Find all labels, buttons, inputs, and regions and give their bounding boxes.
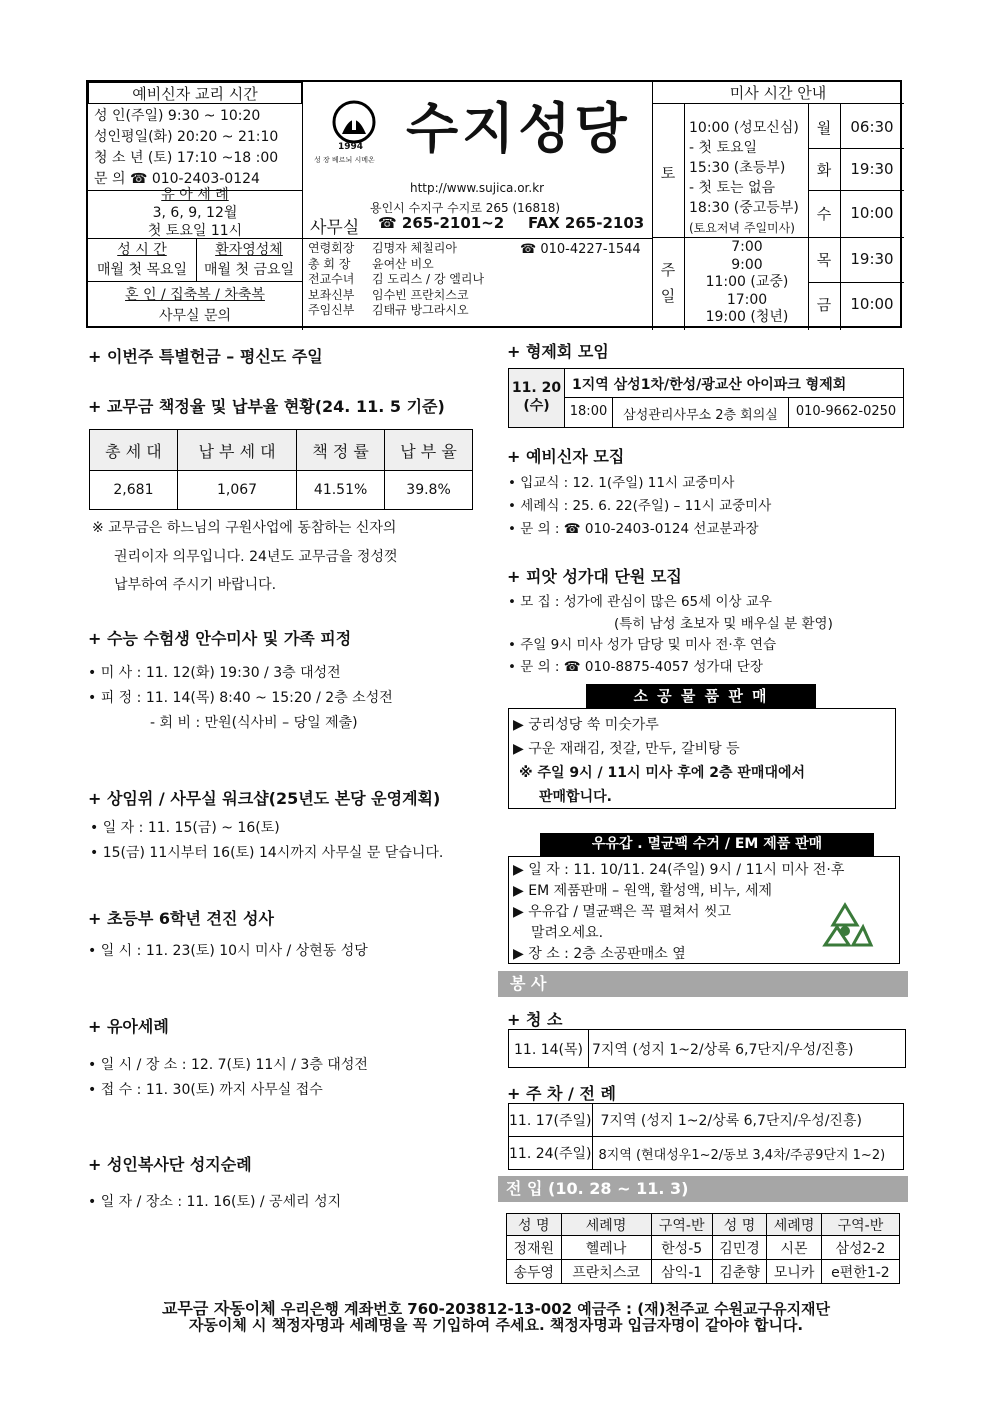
confirmation-title: + 초등부 6학년 견진 성사 xyxy=(88,909,274,928)
mass-line: 18:30 (중고등부) xyxy=(689,200,799,216)
info-line: • 접 수 : 11. 30(토) 까지 사무실 접수 xyxy=(88,1082,323,1098)
divider xyxy=(684,104,685,330)
dues-header: 납 부 율 xyxy=(385,430,473,471)
workshop-lines xyxy=(90,816,443,866)
footer-line-2: 자동이체 시 책정자명과 세례명을 꼭 기입하여 주세요. 책정자명과 입금자명이 같아야 합니다. xyxy=(188,1316,804,1334)
parking-area: 7지역 (성지 1~2/상록 6,7단지/우성/진흥) xyxy=(592,1104,903,1137)
parking-date: 11. 17(주일) xyxy=(509,1104,593,1137)
marriage xyxy=(88,285,302,327)
info-line: • 입교식 : 12. 1(주일) 11시 교중미사 xyxy=(508,475,735,491)
sale-line: ▶ 구운 재래김, 젓갈, 만두, 갈비탕 등 xyxy=(513,741,740,757)
transfer-header: 성 명 xyxy=(507,1214,562,1236)
staff-row: 전교수녀 김 도리스 / 강 엘리나 xyxy=(308,272,485,286)
staff-row: 주임신부 김태규 방그라시오 xyxy=(308,303,469,317)
sale-banner: 소 공 물 품 판 매 xyxy=(586,684,816,708)
divider xyxy=(808,148,904,149)
mass-line: 19:00 (청년) xyxy=(705,309,789,325)
catechism-line: 성 인(주일) 9:30 ~ 10:20 xyxy=(94,108,261,124)
info-line: • 일 자 : 11. 15(금) ~ 16(토) xyxy=(90,820,280,836)
brothers-place: 삼성관리사무소 2층 회의실 xyxy=(613,398,789,427)
info-line: - 회 비 : 만원(식사비 – 당일 제출) xyxy=(150,715,358,731)
sick-communion-value: 매월 첫 금요일 xyxy=(203,262,295,278)
em-line: 말려오세요. xyxy=(531,925,604,941)
divider xyxy=(808,282,904,283)
transfer-cell: 한성-5 xyxy=(651,1236,712,1260)
office-phone: ☎ 265-2101~2 xyxy=(378,214,505,232)
church-logo xyxy=(328,96,380,148)
church-address: 용인시 수지구 수지로 265 (16818) xyxy=(370,201,561,215)
divider xyxy=(808,190,904,191)
cleaning-date: 11. 14(목) xyxy=(509,1030,589,1068)
sale-box xyxy=(508,708,896,809)
office-fax: FAX 265-2103 xyxy=(528,214,645,232)
dues-value: 41.51% xyxy=(297,471,385,510)
weekday-time: 10:00 xyxy=(850,295,894,313)
parking-table xyxy=(508,1103,904,1170)
dues-note xyxy=(92,514,398,600)
brothers-table xyxy=(508,368,904,428)
transfer-cell: 김춘향 xyxy=(712,1260,767,1284)
mass-line: - 첫 토는 없음 xyxy=(689,180,776,196)
info-line: • 문 의 : ☎ 010-2403-0124 선교분과장 xyxy=(508,521,759,537)
parking-date: 11. 24(주일) xyxy=(509,1137,593,1170)
header-box xyxy=(86,80,902,328)
sick-communion xyxy=(196,240,302,280)
office-label: 사무실 xyxy=(310,218,360,238)
catechism-lines xyxy=(94,106,278,190)
saturday-label: 토 xyxy=(660,164,676,182)
catechism-line: 문 의 ☎ 010-2403-0124 xyxy=(94,171,260,187)
transfer-cell: 삼익-1 xyxy=(651,1260,712,1284)
transfer-header: 세례명 xyxy=(561,1214,651,1236)
transfer-header: 성 명 xyxy=(712,1214,767,1236)
divider xyxy=(302,82,303,330)
recycle-icon xyxy=(815,901,875,953)
mass-line: 10:00 (성모신심) xyxy=(689,120,799,136)
infant-baptism-title: 유 아 세 례 xyxy=(161,187,229,203)
transfer-cell: 시몬 xyxy=(767,1236,822,1260)
holy-hour-value: 매월 첫 목요일 xyxy=(96,262,188,278)
footer-account: 우리은행 계좌번호 760-203812-13-002 예금주 : (재)천주교 수원교구유지재단 xyxy=(275,1300,831,1318)
em-line: ▶ EM 제품판매 – 원액, 활성액, 비누, 세제 xyxy=(513,883,773,899)
info-line: • 피 정 : 11. 14(목) 8:40 ~ 15:20 / 2층 소성전 xyxy=(88,690,393,706)
saturday-mass xyxy=(689,118,799,238)
info-line: • 15(금) 11시부터 16(토) 14시까지 사무실 문 닫습니다. xyxy=(90,845,444,861)
infant-lines xyxy=(88,1053,368,1103)
choir-title: + 피앗 성가대 단원 모집 xyxy=(507,567,682,586)
staff-row: 보좌신부 임수빈 프란치스코 xyxy=(308,287,469,302)
divider xyxy=(808,237,904,238)
em-line: ▶ 일 자 : 11. 10/11. 24(주일) 9시 / 11시 미사 전·후 xyxy=(513,862,845,878)
cleaning-area: 7지역 (성지 1~2/상록 6,7단지/우성/진흥) xyxy=(589,1030,906,1068)
em-line: ▶ 장 소 : 2층 소공판매소 옆 xyxy=(513,946,686,962)
mass-line: - 첫 토요일 xyxy=(689,140,758,156)
dues-header: 납 부 세 대 xyxy=(177,430,296,471)
website-link[interactable]: http://www.sujica.or.kr xyxy=(410,181,545,195)
divider xyxy=(302,238,652,239)
catechism-line: 성인평일(화) 20:20 ~ 21:10 xyxy=(94,129,279,145)
weekday-time: 19:30 xyxy=(850,250,894,268)
staff-row: 총 회 장 윤여산 비오 xyxy=(308,256,434,271)
mass-line: 17:00 xyxy=(726,291,768,308)
em-box xyxy=(508,856,900,964)
transfer-cell: 헬레나 xyxy=(561,1236,651,1260)
info-line: • 미 사 : 11. 12(화) 19:30 / 3층 대성전 xyxy=(88,665,341,681)
info-line: • 세례식 : 25. 6. 22(주일) – 11시 교중미사 xyxy=(508,498,772,514)
catechism-line: 청 소 년 (토) 17:10 ~18 :00 xyxy=(94,150,279,166)
marriage-title: 혼 인 / 집축복 / 차축복 xyxy=(125,287,265,303)
sick-communion-title: 환자영성체 xyxy=(215,242,283,258)
parking-title: + 주 차 / 전 례 xyxy=(507,1084,616,1103)
dues-value: 1,067 xyxy=(177,471,296,510)
infant-baptism-block xyxy=(88,186,302,240)
em-banner: 우유갑 . 멸균팩 수거 / EM 제품 판매 xyxy=(540,833,874,856)
altar-servers-title: + 성인복사단 성지순례 xyxy=(88,1155,252,1174)
transfer-cell: 모니카 xyxy=(767,1260,822,1284)
weekday-time: 19:30 xyxy=(850,160,894,178)
service-band: 봉 사 xyxy=(498,971,908,997)
sale-line: ▶ 궁리성당 쑥 미숫가루 xyxy=(513,717,659,733)
brothers-phone: 010-9662-0250 xyxy=(795,404,897,419)
mass-line: 15:30 (초등부) xyxy=(689,160,786,176)
transfer-cell: 송두영 xyxy=(507,1260,562,1284)
cleaning-table xyxy=(508,1029,906,1068)
cleaning-title: + 청 소 xyxy=(507,1010,563,1029)
sale-line: 판매합니다. xyxy=(539,789,612,805)
mass-title: 미사 시간 안내 xyxy=(652,82,904,104)
weekday-day: 수 xyxy=(816,205,832,223)
weekday-time: 06:30 xyxy=(850,118,894,136)
mass-line: (토요저녁 주일미사) xyxy=(689,221,795,235)
info-line: • 문 의 : ☎ 010-8875-4057 성가대 단장 xyxy=(508,658,763,675)
parking-area: 8지역 (현대성우1~2/동보 3,4차/주공9단지 1~2) xyxy=(592,1137,903,1170)
choir-lines xyxy=(508,592,833,678)
note-line: 납부하여 주시기 바랍니다. xyxy=(114,577,277,593)
dues-table xyxy=(89,429,473,510)
sunday-mass xyxy=(686,239,808,327)
transfer-cell: 정재원 xyxy=(507,1236,562,1260)
transfer-header: 구역-반 xyxy=(821,1214,899,1236)
brothers-date: 11. 20 (수) xyxy=(509,369,565,427)
mass-line: 9:00 xyxy=(731,256,763,273)
infant-baptism-line: 3, 6, 9, 12월 xyxy=(152,205,238,221)
holy-hour-title: 성 시 간 xyxy=(117,242,167,258)
dues-header: 책 정 률 xyxy=(297,430,385,471)
footer-autopay-label: 교무금 자동이체 xyxy=(161,1299,276,1318)
brothers-title: + 형제회 모임 xyxy=(507,342,609,361)
transfer-cell: 삼성2-2 xyxy=(821,1236,899,1260)
sale-lines xyxy=(513,713,805,809)
info-line: • 모 집 : 성가에 관심이 많은 65세 이상 교우 xyxy=(508,594,772,610)
info-line: • 주일 9시 미사 성가 담당 및 미사 전·후 연습 xyxy=(508,637,777,653)
transfer-cell: 김민경 xyxy=(712,1236,767,1260)
catechism-title: 예비신자 교리 시간 xyxy=(132,85,258,103)
mass-line: 7:00 xyxy=(731,239,763,255)
brothers-time: 18:00 xyxy=(565,398,613,427)
sale-line: ※ 주일 9시 / 11시 미사 후에 2층 판매대에서 xyxy=(519,765,806,781)
catechumen-lines xyxy=(508,472,771,541)
note-line: ※ 교무금은 하느님의 구원사업에 동참하는 신자의 xyxy=(92,520,397,536)
staff-phone: ☎ 010-4227-1544 xyxy=(520,242,641,257)
brothers-group: 1지역 삼성1차/한성/광교산 아이파크 형제회 xyxy=(565,369,903,398)
exam-lines xyxy=(88,661,393,736)
marriage-value: 사무실 문의 xyxy=(158,308,232,324)
note-line: 권리이자 의무입니다. 24년도 교무금을 정성껏 xyxy=(114,548,398,565)
transfer-header: 세례명 xyxy=(767,1214,822,1236)
logo-year: 1994 xyxy=(338,142,364,152)
transfer-table xyxy=(506,1213,900,1284)
dues-value: 2,681 xyxy=(90,471,178,510)
confirmation-line: • 일 시 : 11. 23(토) 10시 미사 / 상현동 성당 xyxy=(88,943,368,959)
info-line: • 일 시 / 장 소 : 12. 7(토) 11시 / 3층 대성전 xyxy=(88,1057,368,1073)
em-line: ▶ 우유갑 / 멸균팩은 꼭 펼쳐서 씻고 xyxy=(513,904,731,920)
catechumen-title: + 예비신자 모집 xyxy=(507,447,625,466)
workshop-title: + 상임위 / 사무실 워크샵(25년도 본당 운영계획) xyxy=(88,789,441,808)
holy-hour xyxy=(88,240,196,280)
dues-header: 총 세 대 xyxy=(90,430,178,471)
exam-title: + 수능 수험생 안수미사 및 가족 피정 xyxy=(88,629,352,648)
info-line: (특히 남성 초보자 및 배우실 분 환영) xyxy=(614,615,833,632)
transfer-cell: 프란치스코 xyxy=(561,1260,651,1284)
weekday-time: 10:00 xyxy=(850,204,894,222)
dues-value: 39.8% xyxy=(385,471,473,510)
altar-servers-line: • 일 자 / 장소 : 11. 16(토) / 공세리 성지 xyxy=(88,1194,342,1210)
transfer-header: 구역-반 xyxy=(651,1214,712,1236)
transfer-band: 전 입 (10. 28 ~ 11. 3) xyxy=(498,1176,908,1202)
sunday-label: 주 일 xyxy=(660,261,676,305)
staff-row: 연령회장 김명자 체칠리아 xyxy=(308,241,457,255)
staff-list xyxy=(308,241,484,319)
weekday-day: 화 xyxy=(816,161,832,179)
mass-line: 11:00 (교중) xyxy=(705,274,789,290)
logo-caption: 성 장 베르뇌 시메온 xyxy=(314,156,375,164)
weekday-day: 금 xyxy=(816,296,832,314)
infant-baptism-section-title: + 유아세례 xyxy=(88,1017,169,1036)
transfer-cell: e편한1-2 xyxy=(821,1260,899,1284)
weekday-day: 목 xyxy=(816,251,832,269)
dues-title: + 교무금 책정율 및 납부율 현황(24. 11. 5 기준) xyxy=(88,397,445,416)
em-lines xyxy=(513,860,844,965)
weekday-day: 월 xyxy=(816,119,832,137)
infant-baptism-line: 첫 토요일 11시 xyxy=(147,223,243,239)
special-collection-title: + 이번주 특별헌금 – 평신도 주일 xyxy=(88,347,323,366)
church-name: 수지성당 xyxy=(406,97,631,160)
